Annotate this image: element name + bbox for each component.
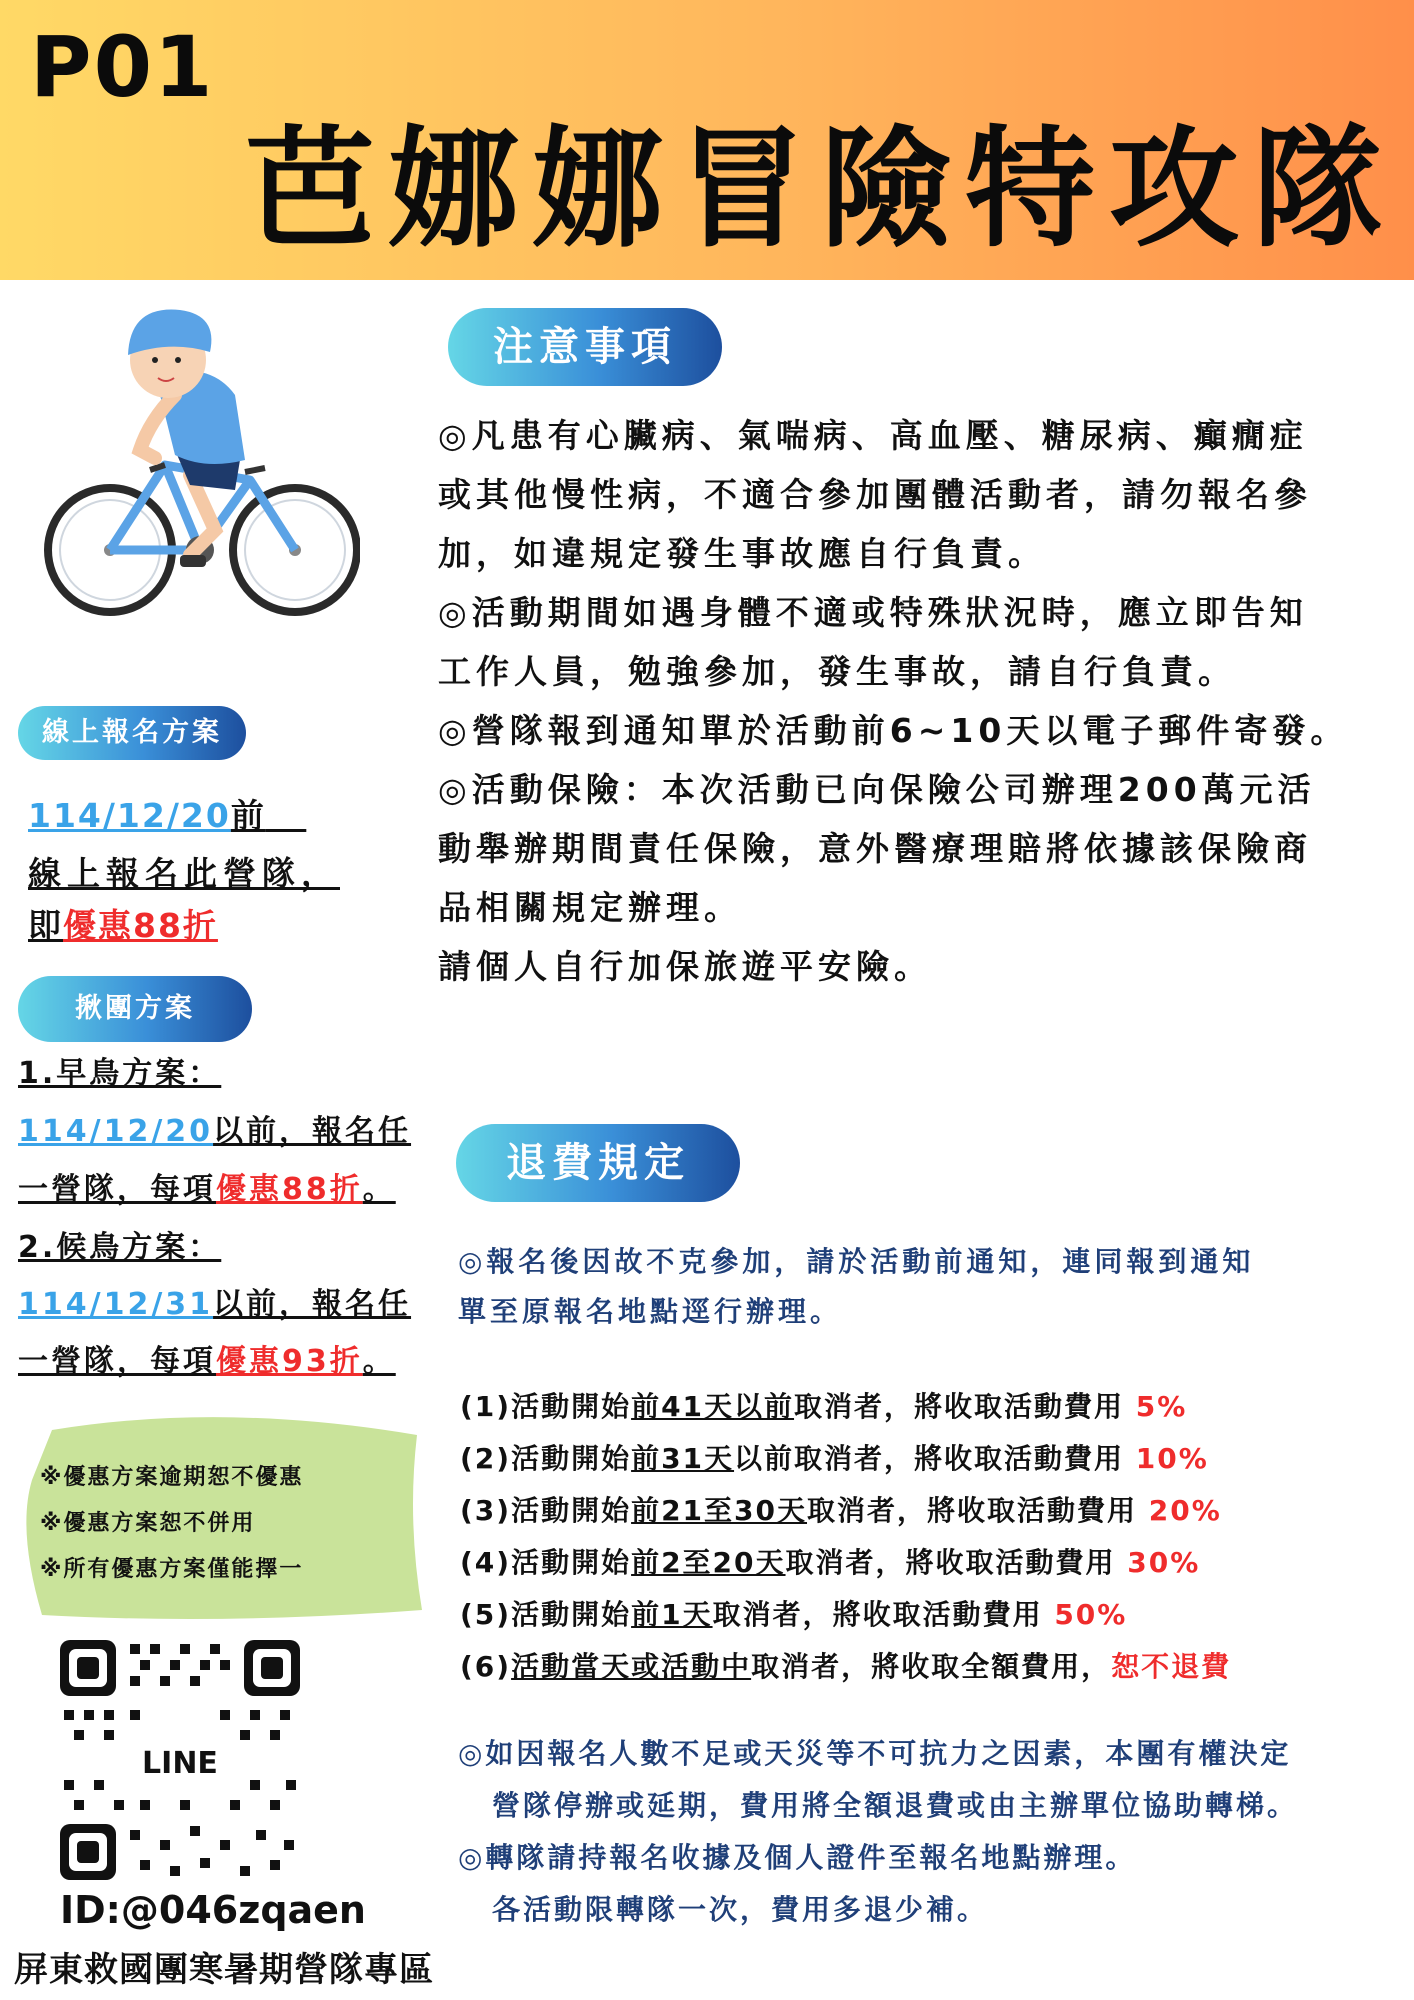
discount-note: ※優惠方案逾期恕不優惠 [40,1465,304,1490]
refund-rule [460,1437,1209,1477]
rule-prefix: (3)活動開始 [460,1494,632,1527]
online-deadline-date: 114/12/20 [28,796,231,835]
notice-line: ◎凡患有心臟病、氣喘病、高血壓、糖尿病、癲癇症 [438,416,1308,455]
rule-percent: 恕不退費 [1111,1650,1232,1683]
rule-text: 取消者，將收取活動費用 [807,1494,1149,1527]
rule-percent: 30% [1127,1546,1201,1579]
late-bird-date: 114/12/31 [18,1287,214,1322]
refund-rule [460,1541,1200,1581]
late-bird-line [18,1336,396,1380]
late-bird-line [18,1279,411,1323]
notice-line: 工作人員，勉強參加，發生事故，請自行負責。 [438,652,1236,691]
rule-prefix: (1)活動開始 [460,1390,632,1423]
online-deadline-suffix: 前 [230,796,266,835]
online-plan-line [28,790,306,837]
early-bird-text: 以前，報名任 [213,1114,412,1149]
online-plan-heading: 線上報名方案 [18,706,246,760]
early-bird-discount: 優惠88折 [216,1172,363,1207]
late-bird-text: 以前，報名任 [213,1287,412,1322]
rule-text: 以前取消者，將收取活動費用 [734,1442,1136,1475]
rule-period: 前31天 [631,1442,735,1475]
early-bird-end: 。 [362,1172,396,1207]
rule-period: 前21至30天 [631,1494,808,1527]
discount-note: ※所有優惠方案僅能擇一 [40,1557,304,1582]
rule-text: 取消者，將收取全額費用， [751,1650,1112,1683]
notice-line: ◎營隊報到通知單於活動前6~10天以電子郵件寄發。 [438,711,1349,750]
early-bird-text: 一營隊，每項 [18,1172,216,1207]
online-prefix: 即 [28,906,63,945]
rule-text: 取消者，將收取活動費用 [712,1598,1055,1631]
online-plan-line [28,900,218,947]
rule-text: 取消者，將收取活動費用 [794,1390,1136,1423]
notice-line: 加，如違規定發生事故應自行負責。 [438,534,1046,573]
rule-percent: 5% [1135,1390,1188,1423]
late-bird-title: 2.候鳥方案： [18,1230,222,1265]
group-plan-heading: 揪團方案 [18,976,252,1042]
rule-prefix: (4)活動開始 [460,1546,632,1579]
early-bird-title: 1.早鳥方案： [18,1056,222,1091]
page-title: 芭娜娜冒險特攻隊 [245,113,1398,265]
notice-line: 動舉辦期間責任保險，意外醫療理賠將依據該保險商 [438,829,1312,868]
rule-prefix: (5)活動開始 [460,1598,632,1631]
late-bird-end: 。 [362,1344,396,1379]
notice-line: ◎活動保險：本次活動已向保險公司辦理200萬元活 [438,770,1316,809]
rule-prefix: (2)活動開始 [460,1442,632,1475]
late-bird-discount: 優惠93折 [216,1344,363,1379]
refund-rule [460,1489,1222,1529]
force-majeure-note: ◎如因報名人數不足或天災等不可抗力之因素，本團有權決定 [458,1737,1292,1770]
notice-line: 品相關規定辦理。 [438,888,742,927]
cyclist-illustration [40,300,360,620]
rule-percent: 50% [1054,1598,1128,1631]
footer-text: 屏東救國團寒暑期營隊專區 [14,1950,434,1990]
qr-line-label: LINE [142,1746,218,1781]
refund-rule [460,1593,1127,1633]
rule-period: 活動當天或活動中 [511,1650,752,1683]
rule-percent: 20% [1148,1494,1222,1527]
rule-period: 前2至20天 [631,1546,786,1579]
rule-prefix: (6) [460,1650,512,1683]
refund-intro: 單至原報名地點逕行辦理。 [458,1295,843,1328]
transfer-note: ◎轉隊請持報名收據及個人證件至報名地點辦理。 [458,1841,1137,1874]
refund-intro: ◎報名後因故不克參加，請於活動前通知，連同報到通知 [458,1245,1255,1278]
camp-code: P01 [30,18,215,116]
refund-rule [460,1645,1231,1685]
rule-text: 取消者，將收取活動費用 [785,1546,1128,1579]
online-discount: 優惠88折 [63,906,218,945]
refund-rule [460,1385,1187,1425]
notice-line: ◎活動期間如遇身體不適或特殊狀況時，應立即告知 [438,593,1308,632]
notice-heading: 注意事項 [448,308,722,386]
early-bird-line [18,1164,396,1208]
refund-heading: 退費規定 [456,1124,740,1202]
notice-line: 請個人自行加保旅遊平安險。 [438,947,932,986]
early-bird-date: 114/12/20 [18,1114,214,1149]
rule-period: 前41天以前 [631,1390,795,1423]
transfer-note: 各活動限轉隊一次，費用多退少補。 [492,1893,989,1926]
force-majeure-note: 營隊停辦或延期，費用將全額退費或由主辦單位協助轉梯。 [492,1789,1299,1822]
notice-line: 或其他慢性病，不適合參加團體活動者，請勿報名參 [438,475,1312,514]
early-bird-line [18,1106,411,1150]
rule-percent: 10% [1135,1442,1209,1475]
line-id: ID:@046zqaen [60,1888,366,1932]
online-plan-line: 線上報名此營隊， [28,854,340,893]
rule-period: 前1天 [631,1598,713,1631]
discount-note: ※優惠方案恕不併用 [40,1511,256,1536]
late-bird-text: 一營隊，每項 [18,1344,216,1379]
